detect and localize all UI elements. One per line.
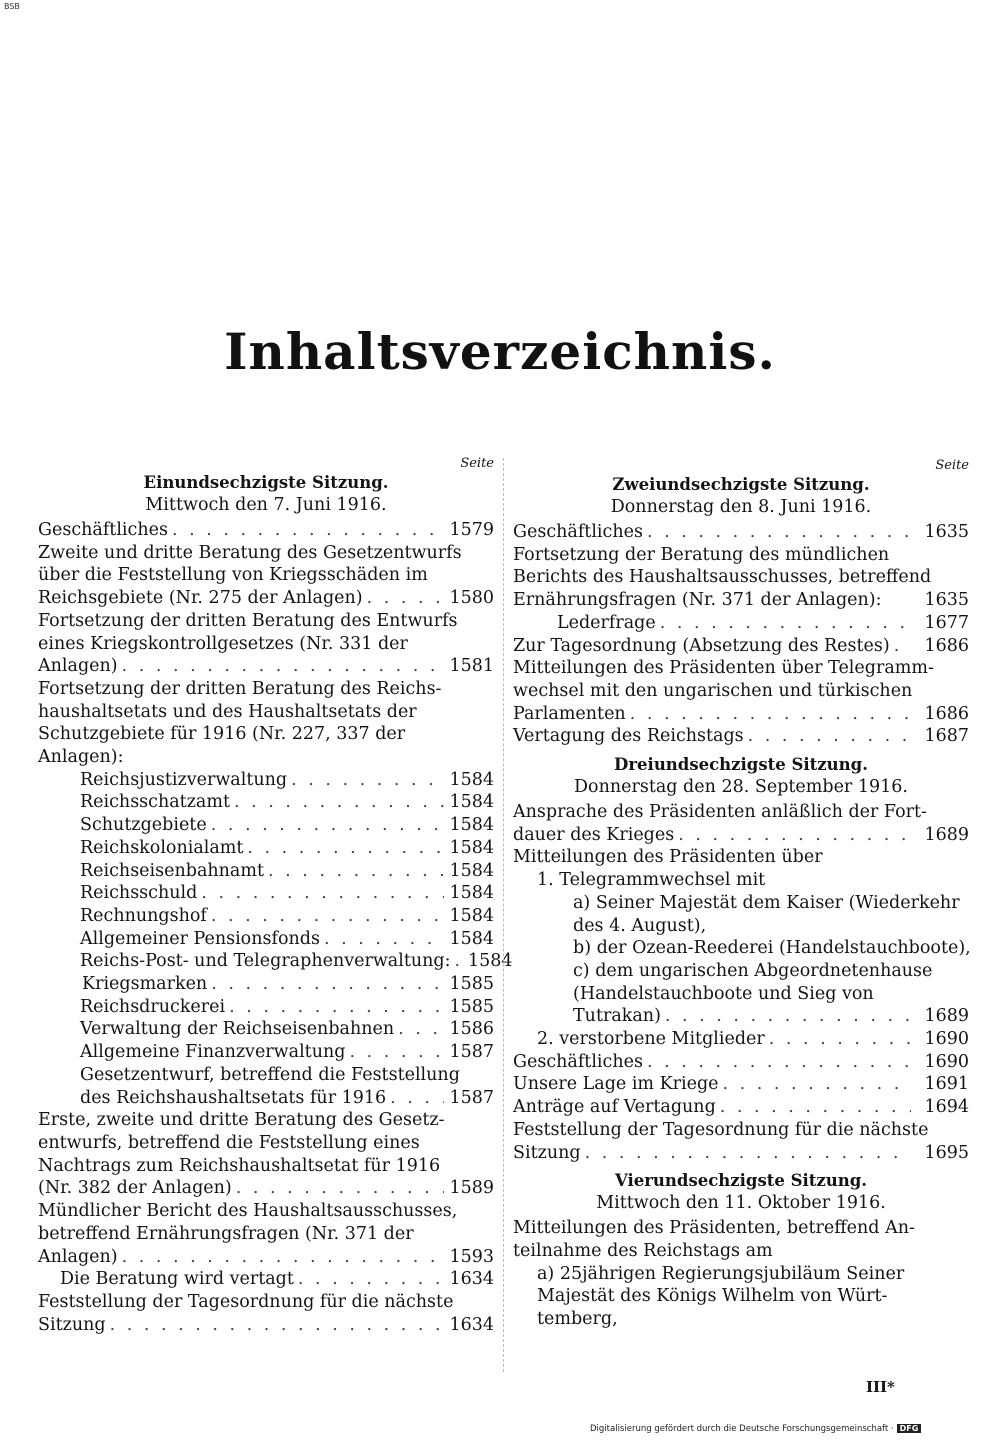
dot-leader <box>665 1005 911 1028</box>
toc-entry <box>513 869 969 892</box>
toc-entry <box>38 1041 494 1064</box>
page-number: 1584 <box>449 769 494 790</box>
page-number: 1694 <box>924 1097 969 1118</box>
entry-line: 1. Telegrammwechsel mit <box>537 870 766 891</box>
page-number: 1687 <box>924 726 969 747</box>
dot-leader <box>236 1177 444 1200</box>
session-date: Mittwoch den 11. Oktober 1916. <box>596 1193 886 1214</box>
entry-line: haushaltsetats und des Haushaltsetats der <box>38 701 417 722</box>
entry-line: über die Feststellung von Kriegsschäden im <box>38 565 428 586</box>
entry-line: Mündlicher Bericht des Haushaltsausschusses, <box>38 1201 458 1222</box>
entry-list <box>513 801 969 1164</box>
toc-entry <box>38 769 494 792</box>
entry-line: c) dem ungarischen Abgeordnetenhause <box>573 960 933 981</box>
entry-line: Die Beratung wird vertagt <box>60 1269 294 1290</box>
toc-entry <box>38 791 494 814</box>
page-number: 1584 <box>449 883 494 904</box>
entry-line: wechsel mit den ungarischen und türkischen <box>513 680 913 701</box>
dot-leader <box>234 791 444 814</box>
page-number: 1579 <box>449 520 494 540</box>
entry-line: teilnahme des Reichstags am <box>513 1240 773 1261</box>
toc-entry <box>513 635 969 658</box>
entry-line: Reichseisenbahnamt <box>80 860 264 881</box>
toc-entry <box>38 1268 494 1291</box>
toc-entry <box>38 860 494 883</box>
entry-line: Mitteilungen des Präsidenten über <box>513 847 823 868</box>
toc-entry <box>38 1291 494 1336</box>
library-mark: BSB <box>4 2 20 11</box>
entry-line: Feststellung der Tagesordnung für die nächste <box>513 1119 929 1140</box>
toc-entry <box>513 1263 969 1331</box>
dot-leader <box>647 1051 911 1074</box>
toc-entry <box>513 544 969 612</box>
toc-entry <box>38 1109 494 1200</box>
session-title: Dreiundsechzigste Sitzung. <box>614 755 868 775</box>
dot-leader <box>349 1041 444 1064</box>
page-number: 1634 <box>449 1314 494 1335</box>
entry-line: Feststellung der Tagesordnung für die nächste <box>38 1291 454 1312</box>
left-column <box>38 456 513 1336</box>
session-date: Donnerstag den 28. September 1916. <box>574 777 908 798</box>
page-number: 1589 <box>449 1178 494 1199</box>
toc-entry <box>513 937 969 960</box>
page-title: Inhaltsverzeichnis. <box>224 322 776 381</box>
entry-line: Mitteilungen des Präsidenten, betreffend An- <box>513 1218 915 1239</box>
entry-line: Reichs-Post- und Telegraphenverwaltung: <box>80 951 451 972</box>
entry-line: Zweite und dritte Beratung des Gesetzentwurfs <box>38 542 462 563</box>
page-number: 1634 <box>449 1269 494 1290</box>
entry-line: Reichsschatzamt <box>80 792 230 813</box>
dot-leader <box>390 1087 444 1110</box>
entry-line: b) der Ozean-Reederei (Handelstauchboote), <box>573 938 971 959</box>
toc-entry <box>513 892 969 937</box>
page-number: 1686 <box>924 635 969 656</box>
page-number: 1635 <box>924 590 969 611</box>
dot-leader <box>211 973 444 996</box>
toc-entry <box>38 837 494 860</box>
page-number: 1584 <box>449 860 494 881</box>
dot-leader <box>122 1246 444 1269</box>
entry-line: Anlagen) <box>38 1246 118 1267</box>
page-number: 1695 <box>924 1142 969 1163</box>
entry-line: temberg, <box>537 1309 618 1330</box>
entry-line: a) Seiner Majestät dem Kaiser (Wiederkehr <box>573 892 960 913</box>
entry-line: Parlamenten <box>513 703 626 724</box>
page-number: 1587 <box>449 1042 494 1063</box>
session-title: Einundsechzigste Sitzung. <box>143 473 389 492</box>
toc-entry <box>513 1119 969 1164</box>
page-number: 1593 <box>449 1246 494 1267</box>
entry-line: Reichsschuld <box>80 883 198 904</box>
entry-line: Rechnungshof <box>80 905 207 926</box>
toc-entry <box>513 1096 969 1119</box>
dot-leader <box>748 725 911 748</box>
entry-line: 2. verstorbene Mitglieder <box>537 1029 765 1050</box>
dot-leader <box>268 860 444 883</box>
entry-list <box>513 1217 969 1331</box>
entry-line: Erste, zweite und dritte Beratung des Gesetz- <box>38 1110 445 1131</box>
toc-entry <box>38 996 494 1019</box>
dot-leader <box>367 587 444 610</box>
entry-line: Zur Tagesordnung (Absetzung des Restes) <box>513 635 890 656</box>
entry-line: Reichsgebiete (Nr. 275 der Anlagen) <box>38 588 363 609</box>
entry-line: Reichsjustizverwaltung <box>80 769 288 790</box>
toc-entry <box>513 1073 969 1096</box>
page-number: 1691 <box>924 1074 969 1095</box>
entry-line: Vertagung des Reichstags <box>513 726 744 747</box>
dot-leader <box>110 1314 444 1337</box>
entry-line: Sitzung <box>513 1142 581 1163</box>
page-number: 1585 <box>449 974 494 995</box>
toc-entry <box>38 1200 494 1268</box>
page-number: 1584 <box>449 837 494 858</box>
entry-line: Sitzung <box>38 1314 106 1335</box>
entry-line: des 4. August), <box>573 915 707 936</box>
entry-line: Mitteilungen des Präsidenten über Telegramm- <box>513 658 934 679</box>
page-number: 1585 <box>449 996 494 1017</box>
entry-line: Ernährungsfragen (Nr. 371 der Anlagen): <box>513 590 882 611</box>
toc-entry <box>38 1018 494 1041</box>
right-column <box>513 456 969 1331</box>
page-number: 1584 <box>449 815 494 836</box>
session-list-right <box>513 474 969 1331</box>
dot-leader <box>585 1142 911 1165</box>
entry-line: Unsere Lage im Kriege <box>513 1074 719 1095</box>
page-number-mark: III* <box>866 1378 895 1396</box>
entry-line: Fortsetzung der dritten Beratung des Entwurfs <box>38 610 458 631</box>
entry-line: Reichskolonialamt <box>80 837 244 858</box>
page-number: 1690 <box>924 1029 969 1050</box>
dot-leader <box>769 1028 911 1051</box>
toc-entry <box>513 801 969 846</box>
entry-line: Nachtrags zum Reichshaushaltsetat für 1916 <box>38 1155 441 1176</box>
toc-entry <box>38 519 494 542</box>
entry-line: Schutzgebiete für 1916 (Nr. 227, 337 der <box>38 724 406 745</box>
toc-entry <box>38 610 494 678</box>
dot-leader <box>398 1018 444 1041</box>
page-number: 1584 <box>449 792 494 813</box>
toc-entry <box>38 882 494 905</box>
toc-entry <box>38 973 494 996</box>
entry-line: Geschäftliches <box>513 1051 643 1072</box>
toc-entry <box>38 928 494 951</box>
dot-leader <box>201 882 444 905</box>
entry-line: Gesetzentwurf, betreffend die Feststellung <box>80 1064 460 1085</box>
entry-line: Allgemeiner Pensionsfonds <box>80 928 320 949</box>
toc-entry <box>38 542 494 610</box>
toc-entry <box>513 725 969 748</box>
entry-line: Tutrakan) <box>573 1006 661 1027</box>
entry-line: dauer des Krieges <box>513 824 675 845</box>
toc-entry <box>513 1051 969 1074</box>
page-number: 1584 <box>449 928 494 949</box>
entry-line: Geschäftliches <box>38 520 168 540</box>
dot-leader <box>298 1268 444 1291</box>
dot-leader <box>455 950 463 973</box>
dot-leader <box>630 703 911 726</box>
entry-line: Majestät des Königs Wilhelm von Würt- <box>537 1286 888 1307</box>
page-number: 1580 <box>449 588 494 609</box>
toc-entry <box>38 678 494 769</box>
page-number: 1586 <box>449 1019 494 1040</box>
toc-entry <box>513 521 969 544</box>
toc-entry <box>513 657 969 725</box>
dot-leader <box>678 824 911 847</box>
entry-line: Berichts des Haushaltsausschusses, betreffend <box>513 567 932 588</box>
column-divider <box>503 458 504 1372</box>
toc-entry <box>513 1028 969 1051</box>
entry-line: entwurfs, betreffend die Feststellung eines <box>38 1132 420 1153</box>
dfg-logo: DFG <box>897 1424 922 1433</box>
entry-line: eines Kriegskontrollgesetzes (Nr. 331 der <box>38 633 408 654</box>
toc-entry <box>38 950 513 973</box>
funding-note <box>590 1424 921 1434</box>
entry-line: Anträge auf Vertagung <box>513 1097 716 1118</box>
toc-entry <box>513 960 969 1028</box>
entry-line: Reichsdruckerei <box>80 996 226 1017</box>
dot-leader <box>894 635 911 658</box>
toc-entry <box>513 846 969 869</box>
dot-leader <box>723 1073 911 1096</box>
toc-entry <box>38 905 494 928</box>
entry-line: Verwaltung der Reichseisenbahnen <box>80 1019 395 1040</box>
dot-leader <box>229 996 444 1019</box>
seite-label-left: Seite <box>460 456 494 471</box>
dot-leader <box>324 928 444 951</box>
entry-line: betreffend Ernährungsfragen (Nr. 371 der <box>38 1223 414 1244</box>
dot-leader <box>660 612 911 635</box>
entry-line: Anlagen) <box>38 656 118 677</box>
page-number: 1581 <box>449 656 494 677</box>
session-date: Mittwoch den 7. Juni 1916. <box>145 495 387 515</box>
session-title: Zweiundsechzigste Sitzung. <box>612 475 870 494</box>
funding-text: Digitalisierung gefördert durch die Deutsche Forschungsgemeinschaft · <box>590 1424 894 1434</box>
entry-line: Schutzgebiete <box>80 815 207 836</box>
entry-list-left <box>38 519 513 1336</box>
entry-line: Anlagen): <box>38 747 124 768</box>
toc-entry <box>513 1217 969 1262</box>
toc-entry <box>38 814 494 837</box>
page-number: 1690 <box>924 1051 969 1072</box>
entry-line: des Reichshaushaltsetats für 1916 <box>80 1087 387 1108</box>
toc-entry <box>513 612 969 635</box>
entry-line: Kriegsmarken <box>82 974 208 995</box>
entry-line: a) 25jährigen Regierungsjubiläum Seiner <box>537 1263 905 1284</box>
page-number: 1587 <box>449 1087 494 1108</box>
entry-line: Allgemeine Finanzverwaltung <box>80 1042 346 1063</box>
entry-line: Ansprache des Präsidenten anläßlich der Fort- <box>513 802 927 823</box>
dot-leader <box>211 905 444 928</box>
page-number: 1686 <box>924 703 969 724</box>
page-number: 1584 <box>449 905 494 926</box>
entry-line: (Handelstauchboote und Sieg von <box>573 983 874 1004</box>
page-number: 1584 <box>467 951 513 972</box>
dot-leader <box>211 814 444 837</box>
entry-line: Geschäftliches <box>513 522 643 542</box>
dot-leader <box>720 1096 911 1119</box>
entry-list <box>513 521 969 748</box>
dot-leader <box>172 519 444 542</box>
page-number: 1635 <box>924 522 969 542</box>
seite-label-right: Seite <box>935 458 969 473</box>
session-title: Vierundsechzigste Sitzung. <box>614 1171 868 1191</box>
toc-entry <box>38 1064 494 1109</box>
session-date: Donnerstag den 8. Juni 1916. <box>610 497 872 517</box>
page-number: 1677 <box>924 612 969 633</box>
dot-leader <box>247 837 444 860</box>
entry-line: Fortsetzung der dritten Beratung des Reichs- <box>38 678 442 699</box>
dot-leader <box>647 521 911 544</box>
entry-line: Lederfrage <box>557 612 656 633</box>
entry-line: Fortsetzung der Beratung des mündlichen <box>513 544 890 565</box>
page-number: 1689 <box>924 1006 969 1027</box>
dot-leader <box>291 769 444 792</box>
page-number: 1689 <box>924 824 969 845</box>
entry-line: (Nr. 382 der Anlagen) <box>38 1178 232 1199</box>
dot-leader <box>122 655 444 678</box>
